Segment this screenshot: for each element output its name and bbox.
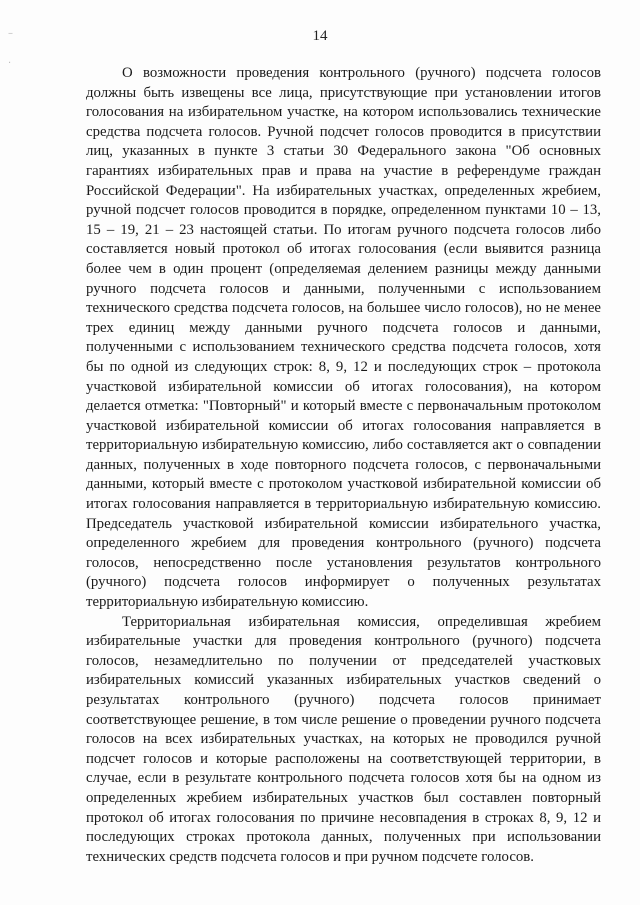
scan-mark: – — [8, 28, 13, 39]
scan-mark: · — [8, 58, 12, 69]
paragraph: Территориальная избирательная комиссия, определившая жребием избирательные участки для проведения контрольного (ручного) подсчета голосов, незамедлительно по получении от председателей участковых избирательных комиссий указанных избирательных участков сведений о результатах контрольного (ручного) подсчета голосов принимает соответствующее решение, в том числе решение о проведении ручного подсчета голосов на всех избирательных участках, на которых не проводился ручной подсчет голосов и которые расположены на соответствующей территории, в случае, если в результате контрольного подсчета голосов хотя бы на одном из определенных жребием избирательных участков был составлен повторный протокол об итогах голосования по причине несовпадения в строках 8, 9, 12 и последующих строках протокола данных, полученных при использовании технических средств подсчета голосов и при ручном подсчете голосов. — [86, 613, 601, 865]
paragraph: О возможности проведения контрольного (ручного) подсчета голосов должны быть извещены все лица, присутствующие при установлении итогов голосования на избирательном участке, на котором использовались технические средства подсчета голосов. Ручной подсчет голосов проводится в присутствии лиц, указанных в пункте 3 статьи 30 Федерального закона "Об основных гарантиях избирательных прав и права на участие в референдуме граждан Российской Федерации". На избирательных участках, определенных жребием, ручной подсчет голосов проводится в порядке, определенном пунктами 10 – 13, 15 – 19, 21 – 23 настоящей статьи. По итогам ручного подсчета голосов либо составляется новый протокол об итогах голосования (если выявится разница более чем в один процент (определяемая делением разницы между данными ручного подсчета голосов и данными, полученными с использованием технического средства подсчета голосов, на большее число голосов), но не менее трех единиц между данными ручного подсчета голосов и данными, полученными с использованием технического средства подсчета голосов, хотя бы по одной из следующих строк: 8, 9, 12 и последующих строк – протокола участковой избирательной комиссии об итогах голосования), на котором делается отметка: "Повторный" и который вместе с первоначальным протоколом участковой избирательной комиссии об итогах голосования направляется в территориальную избирательную комиссию, либо составляется акт о совпадении данных, полученных в ходе повторного подсчета голосов, с первоначальными данными, который вместе с протоколом участковой избирательной комиссии об итогах голосования направляется в территориальную избирательную комиссию. Председатель участковой избирательной комиссии избирательного участка, определенного жребием для проведения контрольного (ручного) подсчета голосов, непосредственно после установления результатов контрольного (ручного) подсчета голосов информирует о полученных результатах территориальную избирательную комиссию. — [86, 65, 601, 611]
document-body — [86, 64, 601, 867]
page-number: 14 — [312, 28, 328, 44]
